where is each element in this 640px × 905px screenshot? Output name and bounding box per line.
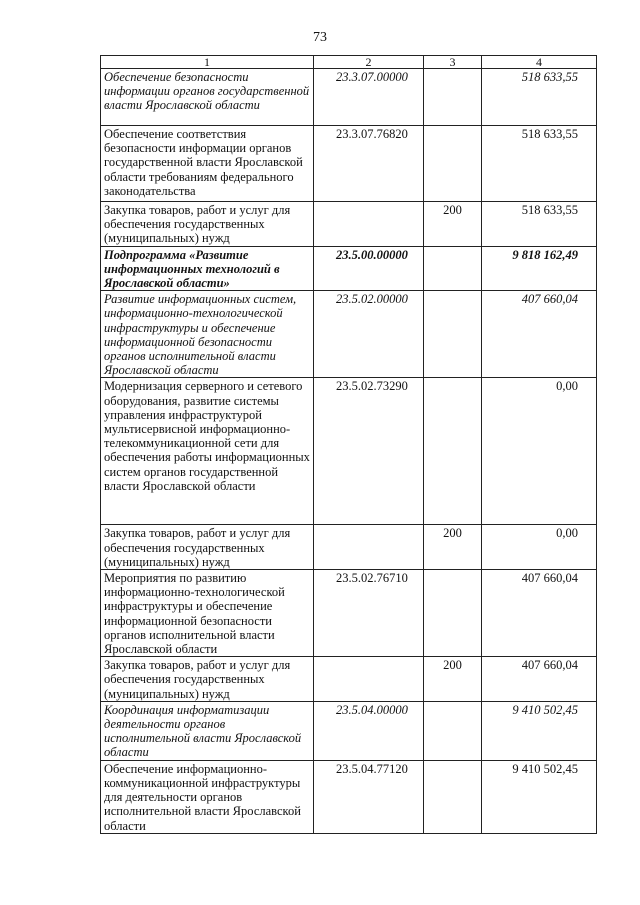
row-amount-cell: 518 633,55 [482,69,597,126]
column-header-3: 3 [424,56,482,69]
row-type-cell [424,69,482,126]
row-type-cell [424,246,482,291]
row-name-cell: Координация информатизации деятельности органов исполнительной власти Ярославской области [101,701,314,760]
row-code-cell [314,525,424,570]
row-amount-cell: 518 633,55 [482,126,597,202]
row-amount-cell: 9 410 502,45 [482,701,597,760]
row-type-cell [424,126,482,202]
row-type-cell: 200 [424,657,482,702]
row-type-cell [424,570,482,657]
row-type-cell [424,701,482,760]
row-type-cell [424,760,482,833]
row-type-cell [424,291,482,378]
column-header-1: 1 [101,56,314,69]
table-row [101,378,597,525]
table-row [101,246,597,291]
row-code-cell [314,202,424,247]
row-code-cell: 23.5.00.00000 [314,246,424,291]
table-row [101,525,597,570]
table-row [101,657,597,702]
column-header-2: 2 [314,56,424,69]
row-type-cell [424,378,482,525]
row-amount-cell: 518 633,55 [482,202,597,247]
row-amount-cell: 9 818 162,49 [482,246,597,291]
row-code-cell: 23.5.04.77120 [314,760,424,833]
row-type-cell: 200 [424,202,482,247]
row-amount-cell: 0,00 [482,525,597,570]
row-name-cell: Обеспечение информационно-коммуникационной инфраструктуры для деятельности органов исполнительной власти Ярославской области [101,760,314,833]
table-row [101,126,597,202]
row-name-cell: Закупка товаров, работ и услуг для обеспечения государственных (муниципальных) нужд [101,657,314,702]
row-code-cell: 23.3.07.76820 [314,126,424,202]
budget-table [100,55,597,834]
column-header-4: 4 [482,56,597,69]
row-code-cell [314,657,424,702]
row-type-cell: 200 [424,525,482,570]
page-number: 73 [313,30,327,45]
row-amount-cell: 407 660,04 [482,657,597,702]
table-row [101,570,597,657]
row-amount-cell: 0,00 [482,378,597,525]
row-name-cell: Модернизация серверного и сетевого оборудования, развитие системы управления инфраструктурой мультисервисной информационно-телекоммуникационной сети для обеспечения работы информационных систем органов государственной власти Ярославской области [101,378,314,525]
row-name-cell: Мероприятия по развитию информационно-технологической инфраструктуры и обеспечение информационной безопасности органов исполнительной власти Ярославской области [101,570,314,657]
table-row [101,701,597,760]
row-name-cell: Обеспечение безопасности информации органов государственной власти Ярославской области [101,69,314,126]
row-code-cell: 23.5.04.00000 [314,701,424,760]
table-row [101,69,597,126]
row-amount-cell: 9 410 502,45 [482,760,597,833]
row-amount-cell: 407 660,04 [482,570,597,657]
row-code-cell: 23.5.02.73290 [314,378,424,525]
table-row [101,202,597,247]
table-row [101,760,597,833]
row-code-cell: 23.5.02.00000 [314,291,424,378]
row-name-cell: Развитие информационных систем, информационно-технологической инфраструктуры и обеспечение информационной безопасности органов исполнительной власти Ярославской области [101,291,314,378]
row-code-cell: 23.3.07.00000 [314,69,424,126]
table-row [101,291,597,378]
row-name-cell: Закупка товаров, работ и услуг для обеспечения государственных (муниципальных) нужд [101,202,314,247]
row-name-cell: Подпрограмма «Развитие информационных технологий в Ярославской области» [101,246,314,291]
row-amount-cell: 407 660,04 [482,291,597,378]
row-name-cell: Обеспечение соответствия безопасности информации органов государственной власти Ярославской области требованиям федерального законодательства [101,126,314,202]
table-header-row [101,56,597,69]
row-code-cell: 23.5.02.76710 [314,570,424,657]
row-name-cell: Закупка товаров, работ и услуг для обеспечения государственных (муниципальных) нужд [101,525,314,570]
